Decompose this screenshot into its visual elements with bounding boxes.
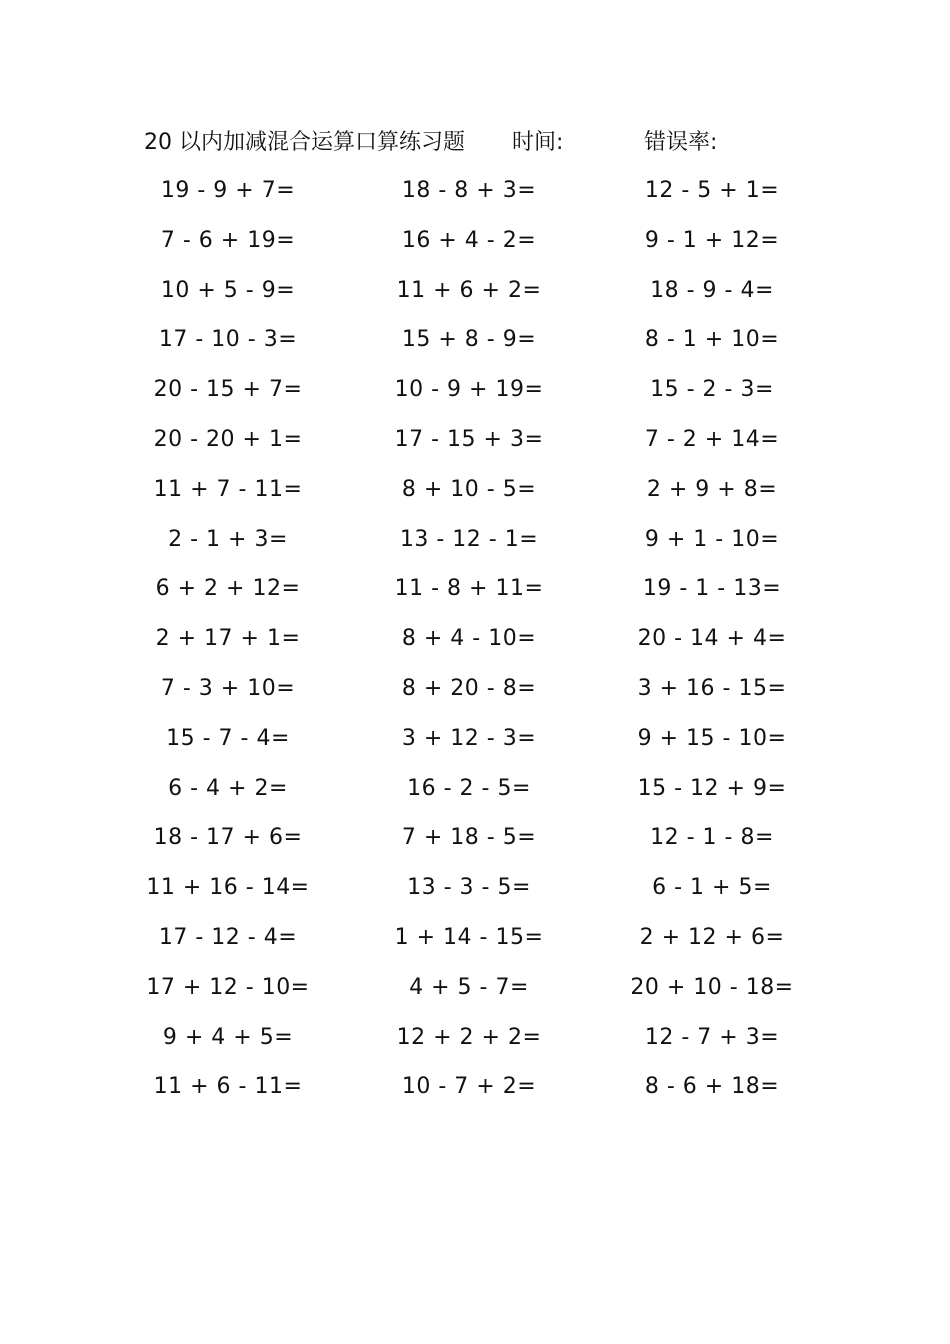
problem-row	[0, 771, 950, 821]
problem-item: 18 - 9 - 4=	[650, 277, 774, 303]
problem-row	[0, 322, 950, 372]
problem-row	[0, 820, 950, 870]
problem-item: 16 - 2 - 5=	[407, 775, 531, 801]
problem-item: 13 - 3 - 5=	[407, 875, 531, 901]
problem-item: 3 + 12 - 3=	[401, 725, 537, 751]
problem-item: 10 + 5 - 9=	[160, 277, 296, 303]
problem-item: 17 + 12 - 10=	[146, 974, 310, 1000]
problem-item: 11 + 6 + 2=	[396, 277, 542, 303]
problem-item: 2 + 9 + 8=	[646, 476, 778, 502]
problem-item: 11 + 7 - 11=	[153, 476, 303, 502]
problem-item: 7 - 2 + 14=	[644, 426, 780, 452]
problem-item: 15 - 12 + 9=	[637, 775, 787, 801]
problem-item: 19 - 9 + 7=	[160, 178, 296, 203]
problem-row	[0, 621, 950, 671]
problem-item: 12 - 1 - 8=	[650, 825, 774, 851]
problem-item: 8 - 1 + 10=	[644, 327, 780, 353]
problem-item: 7 - 6 + 19=	[160, 227, 296, 253]
problem-item: 1 + 14 - 15=	[394, 924, 544, 950]
problem-item: 20 - 14 + 4=	[637, 626, 787, 652]
problem-item: 9 + 1 - 10=	[644, 526, 780, 552]
problem-item: 8 - 6 + 18=	[644, 1074, 780, 1100]
problem-row	[0, 1020, 950, 1070]
problem-row	[0, 372, 950, 422]
problem-row	[0, 522, 950, 572]
problem-row	[0, 920, 950, 970]
problem-item: 6 - 1 + 5=	[652, 875, 772, 901]
problem-row	[0, 472, 950, 522]
problem-item: 12 + 2 + 2=	[396, 1024, 542, 1050]
problem-item: 16 + 4 - 2=	[401, 227, 537, 253]
problem-row	[0, 173, 950, 223]
problem-row	[0, 422, 950, 472]
problem-item: 11 + 16 - 14=	[146, 875, 310, 901]
problem-item: 20 - 15 + 7=	[153, 377, 303, 403]
problem-item: 9 - 1 + 12=	[644, 227, 780, 253]
problem-row	[0, 671, 950, 721]
problem-item: 3 + 16 - 15=	[637, 675, 787, 701]
problem-item: 6 - 4 + 2=	[168, 775, 288, 801]
problem-item: 7 + 18 - 5=	[401, 825, 537, 851]
problem-item: 11 - 8 + 11=	[394, 576, 544, 602]
problem-item: 11 + 6 - 11=	[153, 1074, 303, 1100]
problem-row	[0, 721, 950, 771]
problem-item: 4 + 5 - 7=	[409, 974, 529, 1000]
problem-item: 17 - 12 - 4=	[158, 924, 298, 950]
problem-row	[0, 870, 950, 920]
problem-item: 6 + 2 + 12=	[155, 576, 301, 602]
problem-item: 15 - 7 - 4=	[166, 725, 290, 751]
problem-item: 10 - 9 + 19=	[394, 377, 544, 403]
problem-item: 7 - 3 + 10=	[160, 675, 296, 701]
problem-item: 15 + 8 - 9=	[401, 327, 537, 353]
problem-item: 12 - 5 + 1=	[644, 178, 780, 203]
error-rate-label: 错误率:	[644, 130, 718, 155]
problem-item: 13 - 12 - 1=	[399, 526, 539, 552]
worksheet-title: 20 以内加减混合运算口算练习题	[144, 130, 465, 155]
problem-item: 17 - 15 + 3=	[394, 426, 544, 452]
problem-item: 17 - 10 - 3=	[158, 327, 298, 353]
problem-item: 8 + 20 - 8=	[401, 675, 537, 701]
problem-row	[0, 1069, 950, 1119]
problem-item: 2 + 12 + 6=	[639, 924, 785, 950]
problem-item: 9 + 15 - 10=	[637, 725, 787, 751]
problem-grid	[0, 173, 950, 1119]
problem-row	[0, 223, 950, 273]
problem-row	[0, 970, 950, 1020]
problem-item: 19 - 1 - 13=	[642, 576, 782, 602]
problem-item: 15 - 2 - 3=	[650, 377, 774, 403]
time-label: 时间:	[512, 130, 564, 155]
problem-item: 9 + 4 + 5=	[162, 1024, 294, 1050]
problem-item: 20 + 10 - 18=	[630, 974, 794, 1000]
problem-item: 10 - 7 + 2=	[401, 1074, 537, 1100]
problem-item: 20 - 20 + 1=	[153, 426, 303, 452]
problem-item: 18 - 17 + 6=	[153, 825, 303, 851]
problem-item: 2 + 17 + 1=	[155, 626, 301, 652]
problem-row	[0, 571, 950, 621]
problem-item: 2 - 1 + 3=	[168, 526, 288, 552]
problem-item: 8 + 4 - 10=	[401, 626, 537, 652]
problem-item: 18 - 8 + 3=	[401, 178, 537, 203]
problem-item: 12 - 7 + 3=	[644, 1024, 780, 1050]
problem-item: 8 + 10 - 5=	[401, 476, 537, 502]
problem-row	[0, 273, 950, 323]
